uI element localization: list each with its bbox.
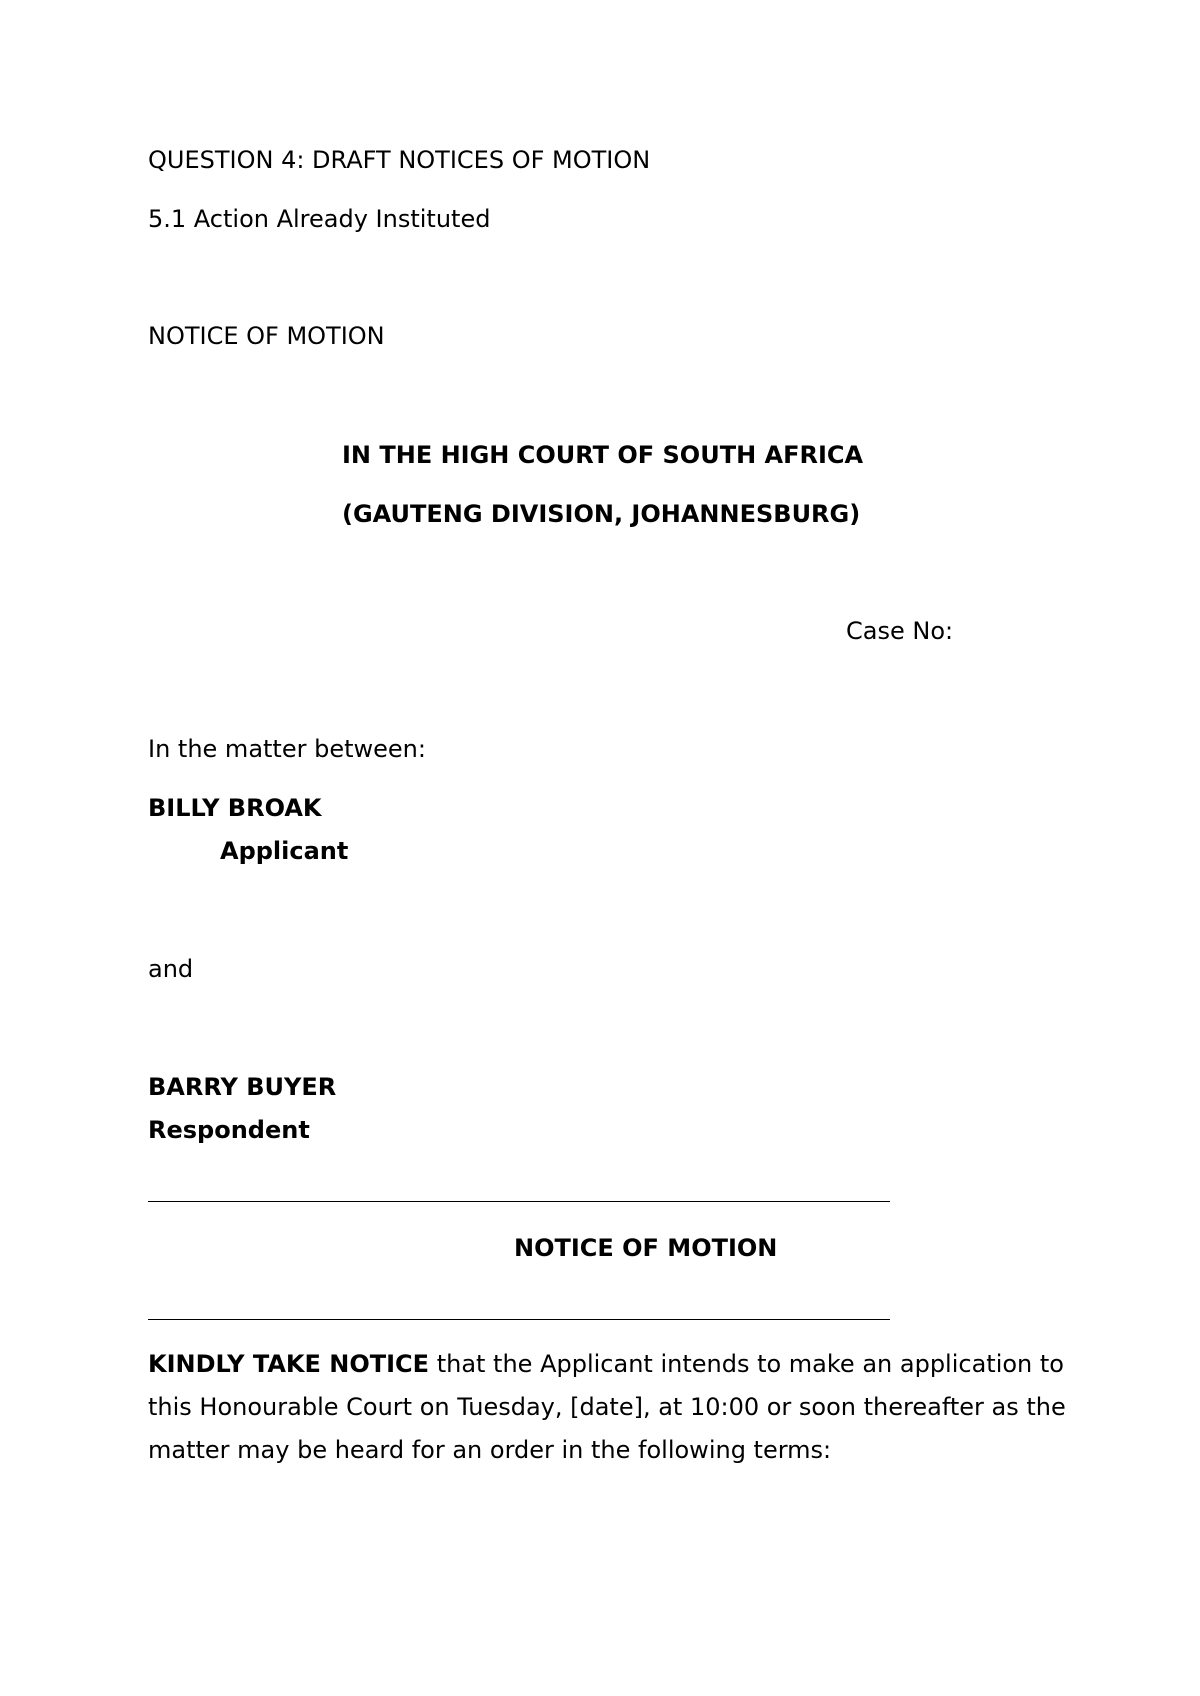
court-name: IN THE HIGH COURT OF SOUTH AFRICA	[342, 441, 864, 469]
conjunction-text: and	[148, 955, 194, 983]
bottom-divider	[148, 1319, 890, 1320]
notice-body-lead: KINDLY TAKE NOTICE	[148, 1350, 430, 1378]
question-heading: QUESTION 4: DRAFT NOTICES OF MOTION	[148, 146, 651, 174]
subheading: 5.1 Action Already Instituted	[148, 205, 491, 233]
applicant-role: Applicant	[220, 837, 349, 865]
applicant-name: BILLY BROAK	[148, 794, 322, 822]
court-division: (GAUTENG DIVISION, JOHANNESBURG)	[342, 500, 861, 528]
case-number-label: Case No:	[846, 617, 954, 645]
notice-heading: NOTICE OF MOTION	[514, 1234, 778, 1262]
respondent-name: BARRY BUYER	[148, 1073, 337, 1101]
section-title: NOTICE OF MOTION	[148, 322, 385, 350]
respondent-role: Respondent	[148, 1116, 310, 1144]
top-divider	[148, 1201, 890, 1202]
notice-body-paragraph	[148, 1343, 1068, 1472]
matter-between-text: In the matter between:	[148, 735, 426, 763]
notice-body-text: that the Applicant intends to make an application to this Honourable Court on Tuesday, [date], at 10:00 or soon thereafter as the matter may be heard for an order in the following terms:	[148, 1350, 1066, 1464]
